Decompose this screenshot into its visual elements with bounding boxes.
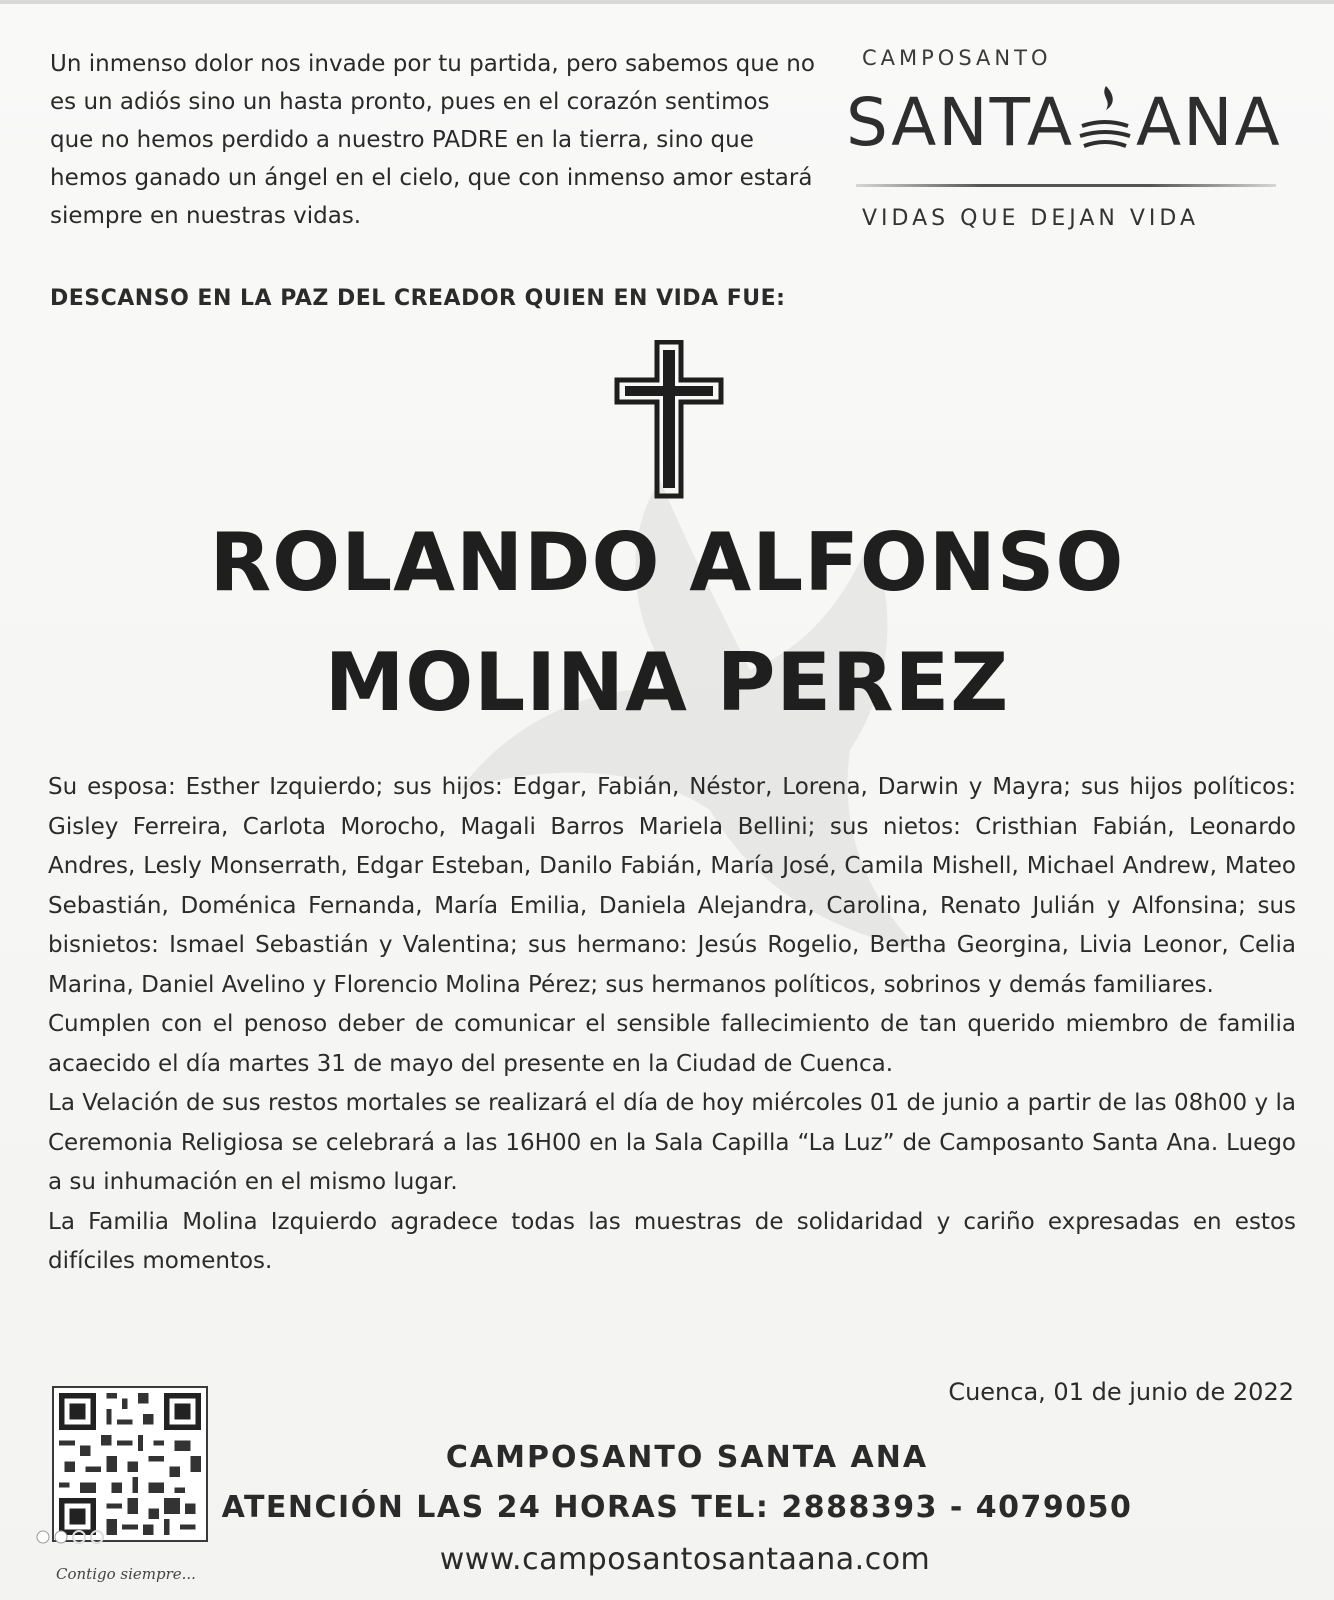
thanks-paragraph: La Familia Molina Izquierdo agradece todas las muestras de solidaridad y cariño expresadas en estos difíciles momentos. bbox=[48, 1208, 1296, 1274]
logo-main-right: ANA bbox=[1135, 83, 1282, 161]
cross-icon bbox=[613, 340, 725, 500]
top-edge bbox=[0, 0, 1334, 4]
intro-text: Un inmenso dolor nos invade por tu partida, pero sabemos que no es un adiós sino un hasta pronto, pues en el corazón sentimos que no hemos perdido a nuestro PADRE en la tierra, sino que hemos ganado un ángel en el cielo, que con inmenso amor estará siempre en nuestras vidas. bbox=[50, 51, 815, 229]
footer-phone: ATENCIÓN LAS 24 HORAS TEL: 2888393 - 4079050 bbox=[221, 1490, 1133, 1525]
logo-main-left: SANTA bbox=[846, 83, 1074, 161]
logo-divider bbox=[856, 184, 1276, 187]
logo-main-text bbox=[846, 82, 1282, 162]
announcement-paragraph: Cumplen con el penoso deber de comunicar el sensible fallecimiento de tan querido miembro de familia acaecido el día martes 31 de mayo del presente en la Ciudad de Cuenca. bbox=[48, 1011, 1296, 1077]
lead-text: DESCANSO EN LA PAZ DEL CREADOR QUIEN EN VIDA FUE: bbox=[50, 286, 786, 311]
announcement-body bbox=[48, 768, 1296, 1282]
family-paragraph: Su esposa: Esther Izquierdo; sus hijos: Edgar, Fabián, Néstor, Lorena, Darwin y Mayra; sus hijos políticos: Gisley Ferreira, Carlota Morocho, Magali Barros Mariela Bellini; sus nietos: Cristhian Fabián, Leonardo Andres, Lesly Monserrath, Edgar Esteban, Danilo Fabián, María José, Camila Mishell, Michael Andrew, Mateo Sebastián, Doménica Fernanda, María Emilia, Daniela Alejandra, Carolina, Renato Julián y Alfonsina; sus bisnietos: Ismael Sebastián y Valentina; sus hermano: Jesús Rogelio, Bertha Georgina, Livia Leonor, Celia Marina, Daniel Avelino y Florencio Molina Pérez; sus hermanos políticos, sobrinos y demás familiares. bbox=[48, 774, 1296, 998]
camposanto-logo bbox=[846, 42, 1286, 252]
deceased-name-line2: MOLINA PEREZ bbox=[324, 636, 1010, 729]
flame-waves-icon bbox=[1076, 82, 1134, 162]
footer-company: CAMPOSANTO SANTA ANA bbox=[445, 1440, 929, 1475]
ceremony-paragraph: La Velación de sus restos mortales se realizará el día de hoy miércoles 01 de junio a partir de las 08h00 y la Ceremonia Religiosa se celebrará a las 16H00 en la Sala Capilla “La Luz” de Camposanto Santa Ana. Luego a su inhumación en el mismo lugar. bbox=[48, 1090, 1296, 1195]
qr-caption: Contigo siempre... bbox=[56, 1565, 196, 1583]
logo-top-text: CAMPOSANTO bbox=[862, 46, 1052, 70]
place-date: Cuenca, 01 de junio de 2022 bbox=[948, 1378, 1294, 1406]
deceased-name-line1: ROLANDO ALFONSO bbox=[209, 516, 1125, 609]
footer-website: www.camposantosantaana.com bbox=[439, 1542, 931, 1577]
logo-tagline: VIDAS QUE DEJAN VIDA bbox=[862, 206, 1199, 231]
